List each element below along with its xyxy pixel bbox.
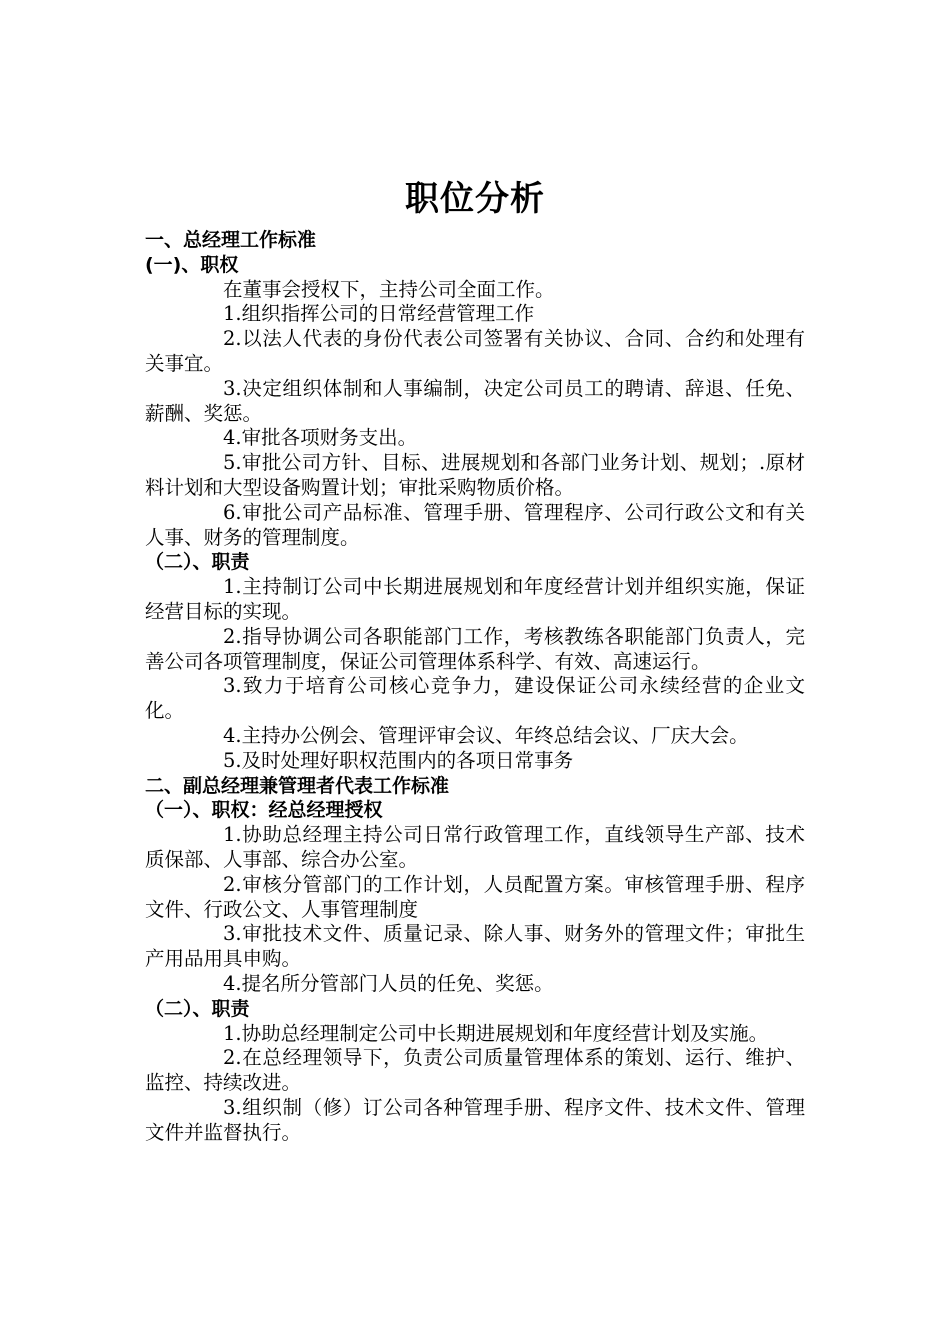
paragraph: 3.决定组织体制和人事编制，决定公司员工的聘请、辞退、任免、薪酬、奖惩。 xyxy=(145,376,805,425)
paragraph: 2.审核分管部门的工作计划，人员配置方案。审核管理手册、程序文件、行政公文、人事管理制度 xyxy=(145,872,805,921)
subsection-heading-1-1: (一)、职权 xyxy=(145,253,239,276)
paragraph: 4.主持办公例会、管理评审会议、年终总结会议、厂庆大会。 xyxy=(223,723,749,747)
paragraph: 2.指导协调公司各职能部门工作，考核教练各职能部门负责人，完善公司各项管理制度，保证公司管理体系科学、有效、高速运行。 xyxy=(145,624,805,673)
paragraph: 3.审批技术文件、质量记录、除人事、财务外的管理文件；审批生产用品用具申购。 xyxy=(145,922,805,971)
subsection-heading-2-1: （一）、职权：经总经理授权 xyxy=(145,799,383,822)
paragraph: 3.致力于培育公司核心竞争力，建设保证公司永续经营的企业文化。 xyxy=(145,674,805,723)
paragraph: 3.组织制（修）订公司各种管理手册、程序文件、技术文件、管理文件并监督执行。 xyxy=(145,1095,805,1144)
paragraph: 1.组织指挥公司的日常经营管理工作 xyxy=(223,302,535,326)
paragraph: 2.以法人代表的身份代表公司签署有关协议、合同、合约和处理有关事宜。 xyxy=(145,327,805,375)
document-page xyxy=(145,176,805,1145)
document-title: 职位分析 xyxy=(405,179,545,219)
paragraph: 5.审批公司方针、目标、进展规划和各部门业务计划、规划；.原材料计划和大型设备购置计划；审批采购物质价格。 xyxy=(145,451,805,499)
paragraph: 5.及时处理好职权范围内的各项日常事务 xyxy=(223,748,574,772)
paragraph: 1.主持制订公司中长期进展规划和年度经营计划并组织实施，保证经营目标的实现。 xyxy=(145,575,805,623)
section-heading-2: 二、副总经理兼管理者代表工作标准 xyxy=(145,774,450,797)
paragraph: 4.审批各项财务支出。 xyxy=(223,426,418,450)
paragraph: 4.提名所分管部门人员的任免、奖惩。 xyxy=(223,971,554,995)
paragraph: 在董事会授权下，主持公司全面工作。 xyxy=(223,277,555,301)
paragraph: 2.在总经理领导下，负责公司质量管理体系的策划、运行、维护、监控、持续改进。 xyxy=(145,1046,805,1095)
paragraph: 1.协助总经理制定公司中长期进展规划和年度经营计划及实施。 xyxy=(223,1021,769,1045)
subsection-heading-2-2: （二）、职责 xyxy=(145,997,250,1020)
paragraph: 6.审批公司产品标准、管理手册、管理程序、公司行政公文和有关人事、财务的管理制度。 xyxy=(145,500,805,549)
paragraph: 1.协助总经理主持公司日常行政管理工作，直线领导生产部、技术质保部、人事部、综合办公室。 xyxy=(145,823,805,871)
subsection-heading-1-2: （二）、职责 xyxy=(145,551,250,574)
section-heading-1: 一、总经理工作标准 xyxy=(145,229,317,251)
